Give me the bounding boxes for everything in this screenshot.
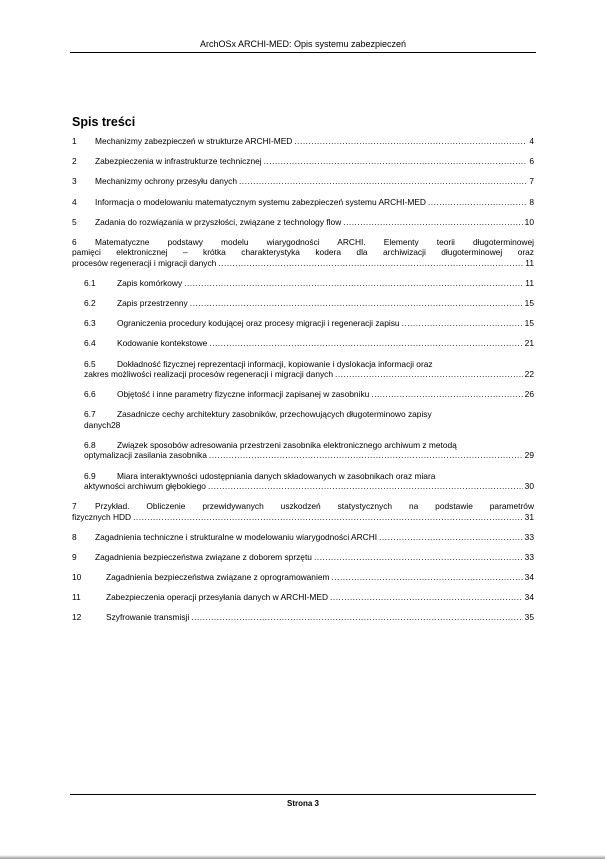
toc-entry-title: Informacja o modelowaniu matematycznym systemu zabezpieczeń systemu ARCHI-MED (95, 196, 426, 207)
toc-entry-number: 7 (72, 501, 77, 512)
toc-entry-page: 34 (524, 592, 534, 603)
leader-dots (190, 298, 523, 308)
toc-entry[interactable] (72, 176, 534, 186)
toc-entry-page: 11 (525, 277, 534, 288)
toc-entry-title-line: Miara interaktywności udostępniania danych składowanych w zasobnikach oraz miara (117, 470, 436, 481)
toc-entry-page: 11 (525, 257, 534, 268)
toc-entry[interactable] (84, 471, 534, 492)
toc-entry-number: 1 (72, 136, 77, 146)
toc-entry-title-line: optymalizacji zasilania zasobnika (84, 450, 207, 461)
toc-entry-page: 15 (524, 298, 534, 309)
toc-entry[interactable] (84, 318, 534, 328)
toc-entry-page: 10 (524, 216, 534, 227)
toc-entry-number: 6.6 (84, 389, 96, 400)
leader-dots (209, 338, 522, 348)
footer-rule (70, 794, 536, 795)
toc-entry-number: 4 (72, 196, 77, 207)
toc-entry[interactable] (72, 572, 534, 582)
leader-dots (133, 512, 523, 522)
toc-entry-title: Zabezpieczenia w infrastrukturze technicznej (95, 156, 262, 167)
toc-entry-page: 31 (524, 511, 534, 522)
leader-dots (294, 136, 527, 146)
toc-entry-title: Zapis komórkowy (117, 277, 183, 288)
toc-entry-page: 28 (111, 419, 121, 430)
toc-entry-title-line: danych (84, 419, 112, 430)
toc-entry[interactable] (72, 501, 534, 522)
toc-entry-number: 6.4 (84, 338, 96, 349)
toc-entry[interactable] (72, 136, 534, 146)
toc-entry-title-line: fizycznych HDD (72, 511, 132, 522)
toc-entry-title: Ograniczenia procedury kodującej oraz procesy migracji i regeneracji zapisu (117, 318, 400, 329)
toc-entry-number: 2 (72, 156, 77, 167)
header-rule (70, 52, 536, 53)
toc-entry[interactable] (72, 237, 534, 268)
leader-dots (314, 552, 523, 562)
toc-entry-title: Zagadnienia bezpieczeństwa związane z oprogramowaniem (106, 572, 330, 583)
toc-entry-page: 34 (524, 572, 534, 583)
toc-entry[interactable] (72, 156, 534, 166)
toc-entry-page: 33 (524, 551, 534, 562)
toc-entry-title-line: Związek sposobów adresowania przestrzeni zasobnika elektronicznego archiwum z metodą (117, 440, 457, 450)
page-header: ArchOSx ARCHI-MED: Opis systemu zabezpieczeń (199, 39, 407, 49)
toc-entry-page: 26 (524, 389, 534, 400)
toc-entry-page: 21 (524, 338, 534, 349)
toc-entry-title-line: Zasadnicze cechy architektury zasobników, przechowujących długoterminowo zapisy (117, 409, 432, 420)
toc-entry-number: 6 (72, 236, 77, 247)
leader-dots (208, 481, 523, 491)
toc-entry-number: 6.7 (84, 409, 96, 420)
toc-entry-page: 15 (524, 318, 534, 329)
page-edge-shadow (0, 855, 605, 859)
toc-entry-title-line: aktywności archiwum głębokiego (84, 480, 206, 491)
toc-entry-page: 7 (529, 176, 534, 187)
toc-entry-page: 29 (524, 450, 534, 461)
toc-entry-number: 6.9 (84, 470, 96, 481)
toc-entry[interactable] (84, 298, 534, 308)
toc-entry-page: 22 (524, 369, 534, 380)
toc-entry-number: 3 (72, 176, 77, 187)
toc-entry[interactable] (84, 440, 534, 461)
toc-entry-title: Mechanizmy zabezpieczeń w strukturze ARCHI-MED (95, 135, 293, 146)
leader-dots (371, 389, 522, 399)
toc-entry[interactable] (84, 278, 534, 288)
toc-entry-number: 10 (72, 572, 82, 583)
toc-entry-number: 11 (72, 592, 81, 603)
toc-entry-title: Objętość i inne parametry fizyczne informacji zapisanej w zasobniku (117, 389, 370, 400)
leader-dots (428, 197, 527, 207)
toc-entry-page: 6 (529, 156, 534, 167)
toc-entry-page: 8 (529, 196, 534, 207)
toc-entry[interactable] (72, 592, 534, 602)
toc-entry[interactable] (84, 359, 534, 380)
toc-entry-title: Szyfrowanie transmisji (106, 612, 190, 623)
toc-entry-number: 6.8 (84, 440, 96, 450)
leader-dots (335, 369, 523, 379)
toc-entry-page: 33 (524, 531, 534, 542)
leader-dots (343, 217, 522, 227)
toc-entry-title-line: Matematyczne podstawy modelu wiarygodności ARCHI. Elementy teorii długoterminowej (95, 236, 534, 247)
toc-entry-page: 30 (524, 480, 534, 491)
toc-entry[interactable] (84, 338, 534, 348)
toc-entry-title: Zagadnienia techniczne i strukturalne w modelowaniu wiarygodności ARCHI (95, 531, 378, 542)
toc-entry-number: 5 (72, 216, 77, 227)
toc-entry-page: 4 (529, 135, 534, 146)
toc-entry[interactable] (72, 197, 534, 207)
page-number: Strona 3 (286, 799, 319, 808)
toc-entry[interactable] (84, 409, 534, 430)
toc-entry-title: Mechanizmy ochrony przesyłu danych (95, 176, 237, 187)
toc-entry-number: 6.2 (84, 298, 96, 309)
leader-dots (264, 156, 528, 166)
toc-entry[interactable] (84, 389, 534, 399)
toc-entry-title-line: pamięci elektronicznej – krótka charakterystyka kodera dla archiwizacji długoterminowej oraz (72, 247, 534, 258)
table-of-contents (72, 136, 534, 633)
leader-dots (379, 532, 523, 542)
toc-entry-title: Zagadnienia bezpieczeństwa związane z doborem sprzętu (95, 551, 312, 562)
toc-entry-number: 12 (72, 612, 82, 623)
leader-dots (331, 572, 522, 582)
toc-entry-title-line: zakres możliwości realizacji procesów regeneracji i migracji danych (84, 369, 334, 380)
leader-dots (218, 258, 523, 268)
toc-entry-number: 8 (72, 531, 77, 542)
leader-dots (184, 278, 523, 288)
toc-entry-title: Zabezpieczenia operacji przesyłania danych w ARCHI-MED (106, 592, 329, 603)
toc-entry-page: 35 (524, 612, 534, 623)
toc-entry-title: Zapis przestrzenny (117, 298, 188, 309)
leader-dots (330, 592, 523, 602)
toc-entry[interactable] (72, 532, 534, 542)
toc-entry-title-line: Przykład. Obliczenie przewidywanych uszkodzeń statystycznych na podstawie parametrów (95, 501, 534, 512)
toc-entry-title: Zadania do rozwiązania w przyszłości, związane z technology flow (95, 216, 342, 227)
leader-dots (209, 450, 523, 460)
toc-entry[interactable] (72, 217, 534, 227)
toc-entry-number: 9 (72, 551, 77, 562)
toc-entry-number: 6.1 (84, 277, 96, 288)
toc-title: Spis treści (72, 115, 136, 129)
toc-entry-title: Kodowanie kontekstowe (117, 338, 208, 349)
toc-entry[interactable] (72, 612, 534, 622)
toc-entry-number: 6.5 (84, 358, 96, 369)
leader-dots (239, 176, 527, 186)
toc-entry-title-line: Dokładność fizycznej reprezentacji informacji, kopiowanie i dyslokacja informacji oraz (117, 358, 433, 369)
leader-dots (402, 318, 523, 328)
toc-entry-number: 6.3 (84, 318, 96, 329)
leader-dots (191, 612, 522, 622)
toc-entry-title-line: procesów regeneracji i migracji danych (72, 257, 217, 268)
toc-entry[interactable] (72, 552, 534, 562)
